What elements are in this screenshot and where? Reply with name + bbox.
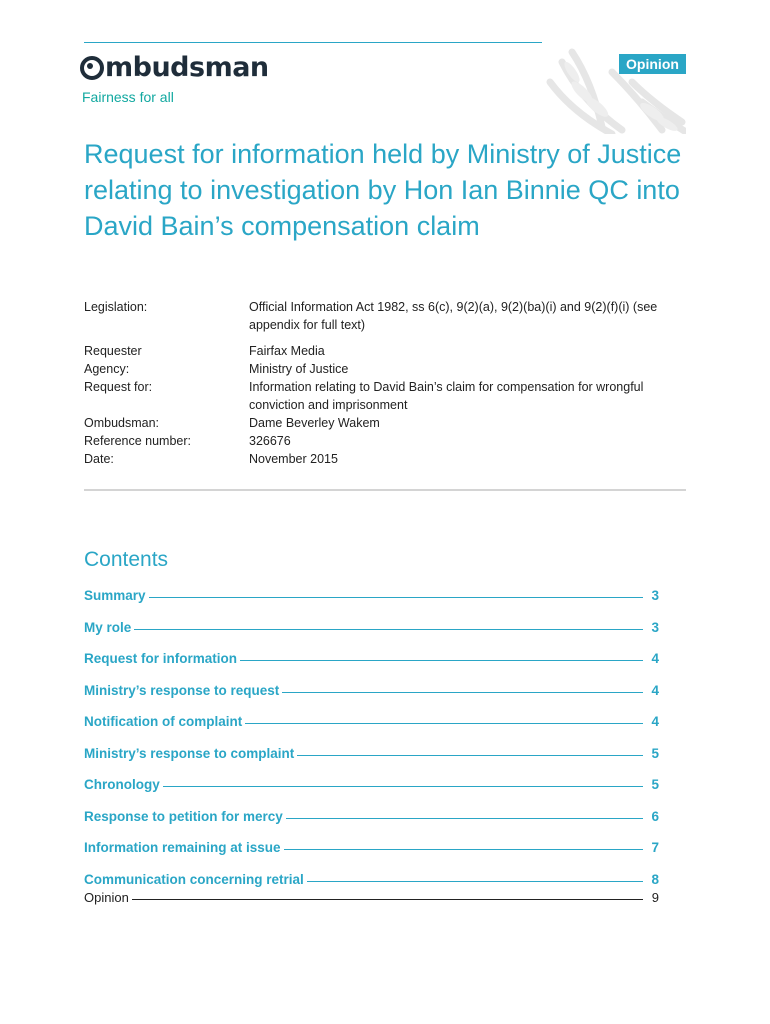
ombudsman-logo [80, 52, 269, 105]
toc-leader [245, 723, 643, 724]
toc-leader [134, 629, 643, 630]
toc-page-number: 8 [651, 871, 659, 887]
table-of-contents [84, 588, 659, 910]
meta-value: Official Information Act 1982, ss 6(c), 9(2)(a), 9(2)(ba)(i) and 9(2)(f)(i) (see appendix for full text) [249, 300, 658, 332]
meta-ombudsman [84, 414, 686, 432]
toc-leader [297, 755, 643, 756]
meta-value: Dame Beverley Wakem [249, 416, 380, 430]
toc-page-number: 4 [651, 651, 659, 666]
logo-name: mbudsman [105, 52, 269, 83]
toc-link-summary[interactable] [84, 588, 659, 620]
toc-label: Information remaining at issue [84, 840, 281, 855]
toc-label: Notification of complaint [84, 714, 243, 729]
toc-label: My role [84, 619, 132, 635]
toc-page-number: 9 [651, 890, 659, 905]
meta-label: Request for: [84, 380, 153, 394]
toc-page-number: 7 [651, 840, 659, 855]
logo-wordmark [80, 52, 269, 83]
toc-label: Summary [84, 588, 146, 603]
meta-date [84, 450, 686, 468]
toc-link-my-role[interactable] [84, 620, 659, 652]
toc-page-number: 5 [651, 777, 659, 792]
toc-page-number: 4 [651, 714, 659, 729]
meta-label: Ombudsman: [84, 416, 160, 430]
toc-link-petition-for-mercy[interactable] [84, 809, 659, 841]
meta-value: November 2015 [249, 452, 338, 466]
toc-label: Ministry’s response to request [84, 682, 280, 698]
section-divider [84, 489, 686, 491]
meta-label: Reference number: [84, 434, 192, 448]
meta-legislation [84, 298, 686, 334]
document-metadata [84, 298, 686, 468]
logo-tagline: Fairness for all [82, 89, 174, 105]
toc-label: Ministry’s response to complaint [84, 745, 295, 761]
toc-leader [282, 692, 643, 693]
contents-heading: Contents [84, 548, 169, 571]
toc-page-number: 4 [651, 682, 659, 698]
toc-link-ministry-response-complaint[interactable] [84, 746, 659, 778]
toc-link-chronology[interactable] [84, 777, 659, 809]
meta-label: Date: [84, 452, 114, 466]
meta-agency [84, 360, 686, 378]
toc-leader [284, 849, 643, 850]
meta-value: Ministry of Justice [249, 362, 349, 376]
opinion-badge: Opinion [619, 54, 686, 74]
meta-reference [84, 432, 686, 450]
meta-label: Legislation: [84, 300, 148, 314]
toc-link-opinion[interactable] [84, 890, 659, 910]
toc-leader [149, 597, 643, 598]
toc-label: Request for information [84, 651, 238, 666]
toc-link-request-for-information[interactable] [84, 651, 659, 683]
toc-label: Opinion [84, 890, 129, 905]
meta-value: 326676 [249, 434, 291, 448]
toc-label: Chronology [84, 777, 160, 792]
toc-leader [163, 786, 643, 787]
toc-leader [307, 881, 643, 882]
meta-requester [84, 342, 686, 360]
meta-label: Agency: [84, 362, 130, 376]
toc-link-notification-of-complaint[interactable] [84, 714, 659, 746]
meta-label: Requester [84, 344, 142, 358]
meta-request [84, 378, 686, 414]
meta-value: Information relating to David Bain’s claim for compensation for wrongful conviction and imprisonment [249, 380, 644, 412]
toc-link-information-remaining[interactable] [84, 840, 659, 872]
toc-label: Communication concerning retrial [84, 871, 304, 887]
logo-o-icon [80, 56, 104, 80]
toc-label: Response to petition for mercy [84, 808, 283, 824]
toc-leader [286, 818, 643, 819]
toc-leader [132, 899, 643, 900]
toc-page-number: 5 [651, 745, 659, 761]
toc-page-number: 3 [651, 619, 659, 635]
document-title: Request for information held by Ministry of Justice relating to investigation by Hon Ian Binnie QC into David Bain’s compensation claim [84, 139, 682, 241]
toc-page-number: 6 [651, 808, 659, 824]
toc-link-ministry-response-request[interactable] [84, 683, 659, 715]
toc-leader [240, 660, 643, 661]
meta-value: Fairfax Media [249, 344, 325, 358]
toc-page-number: 3 [651, 588, 659, 603]
